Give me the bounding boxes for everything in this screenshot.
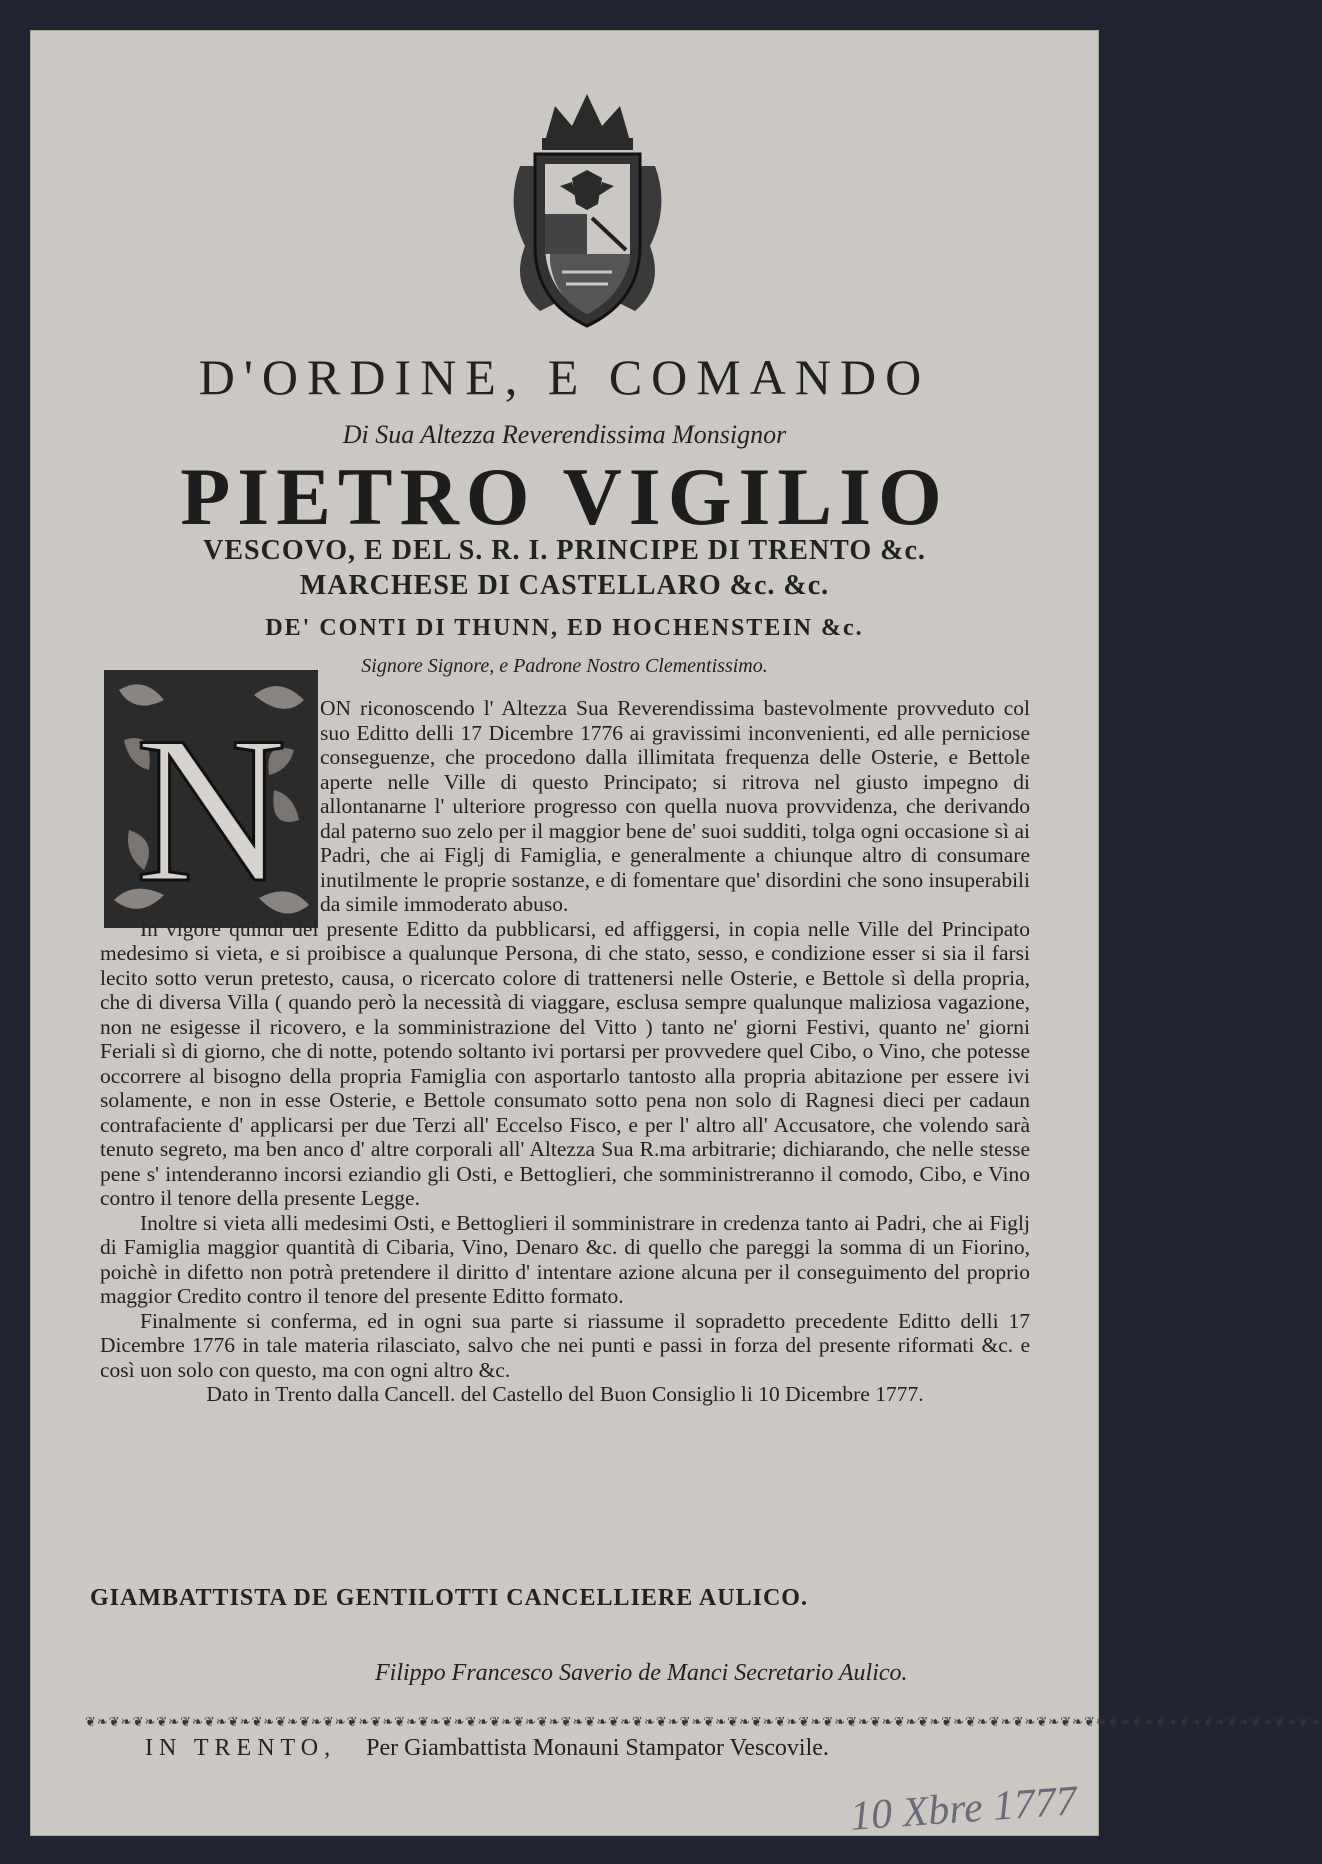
initial-letter: N <box>135 694 287 926</box>
heading-name: PIETRO VIGILIO <box>180 451 949 542</box>
edict-body <box>100 696 1030 1407</box>
paragraph-3: Inoltre si vieta alli medesimi Osti, e Bettoglieri il somministrare in credenza tanto ai Padri, che ai Figlj di Famiglia maggior quantità di Cibaria, Vino, Denaro &c. di quello che pareggi la somma di un Fiorino, poichè in difetto non potrà pretendere il diritto d' intentare azione alcuna per il conseguimento del proprio maggior Credito contro il tenore del presente Editto formato. <box>100 1210 1030 1308</box>
title-vescovo: VESCOVO, E DEL S. R. I. PRINCIPE DI TRENTO &c. <box>203 535 926 566</box>
chancellor-signature: GIAMBATTISTA DE GENTILOTTI CANCELLIERE AULICO. <box>90 1585 808 1611</box>
title-marchese: MARCHESE DI CASTELLARO &c. &c. <box>299 570 830 601</box>
subtitle-altezza: Di Sua Altezza Reverendissima Monsignor <box>342 420 787 449</box>
handwritten-date: 10 Xbre 1777 <box>848 1778 1079 1840</box>
paragraph-4: Finalmente si conferma, ed in ogni sua parte si riassume il sopradetto precedente Editto delli 17 Dicembre 1776 in tale materia rilasciato, salvo che nei punti e passi in forza del presente riformati &c. e così uon solo con questo, ma con ogni altro &c. <box>100 1308 1030 1382</box>
paragraph-2: In vigore quindi del presente Editto da pubblicarsi, ed affiggersi, in copia nelle Ville del Principato medesimo si vieta, e si proibisce a qualunque Persona, di che stato, sesso, e condizione esser si sia il farsi lecito sotto verun pretesto, causa, o ricercato colore di trattenersi nelle Osterie, e Bettole sì della propria, che di diversa Villa ( quando però la necessità di viaggare, esclusa sempre qualunque maliziosa vagazione, non ne esigesse il ricovero, e la somministrazione del Vitto ) tanto ne' giorni Festivi, quanto ne' giorni Feriali sì di giorno, che di notte, potendo soltanto ivi portarsi per provvedere quel Cibo, o Vino, che potesse occorrere al bisogno della propria Famiglia con asportarlo tantosto alla propria abitazione per essere ivi solamente, e non in esse Osterie, e Bettole consumato sotto pena non solo di Ragnesi dieci per cadaun contrafaciente d' applicarsi per due Terzi all' Eccelso Fisco, e per l' altro all' Accusatore, che volendo sarà tenuto segreto, ma ben anco d' altre corporali all' Altezza Sua R.ma arbitrarie; dichiarando, che nelle stesse pene s' intenderanno incorsi eziandio gli Osti, e Bettoglieri, che somministreranno il comodo, Cibo, e Vino contro il tenore della presente Legge. <box>100 916 1030 1210</box>
paragraph-1: ON riconoscendo l' Altezza Sua Reverendissima bastevolmente provveduto col suo Editto delli 17 Dicembre 1776 ai gravissimi inconvenienti, ed alle perniciose conseguenze, che procedono dalla illimitata frequenza delle Osterie, e Bettole aperte nelle Ville di questo Principato; si ritrova nel giusto impegno di allontanarne l' ulteriore progresso con quella nuova provvidenza, che derivando dal paterno suo zelo per il maggior bene de' suoi sudditi, tolga ogni occasione sì ai Padri, che ai Figlj di Famiglia, e generalmente a chiunque altro di consumare inutilmente le proprie sostanze, e di fomentare que' disordini che sono insuperabili da simile immoderato abuso. <box>320 696 1030 916</box>
imprint-printer: Per Giambattista Monauni Stampator Vescovile. <box>366 1735 829 1761</box>
coat-of-arms-icon <box>500 86 675 331</box>
secretary-signature: Filippo Francesco Saverio de Manci Secretario Aulico. <box>375 1660 908 1686</box>
title-conti: DE' CONTI DI THUNN, ED HOCHENSTEIN &c. <box>265 615 864 641</box>
dated-line: Dato in Trento dalla Cancell. del Castello del Buon Consiglio li 10 Dicembre 1777. <box>206 1382 924 1406</box>
ornamental-border: ❦❧❦❧❦❧❦❧❦❧❦❧❦❧❦❧❦❧❦❧❦❧❦❧❦❧❦❧❦❧❦❧❦❧❦❧❦❧❦❧❦❧❦❧❦❧❦❧❦❧❦❧❦❧❦❧❦❧❦❧❦❧❦❧❦❧❦❧❦❧❦❧❦❧❦❧❦❧❦❧❦❧❦❧❦❧❦❧❦❧❦❧❦❧❦❧❦❧❦❧❦❧❦❧ <box>85 1714 1322 1729</box>
imprint-city: IN TRENTO, <box>145 1735 337 1761</box>
heading-order-command: D'ORDINE, E COMANDO <box>198 349 931 405</box>
title-signore: Signore Signore, e Padrone Nostro Clementissimo. <box>361 655 768 677</box>
edict-sheet <box>30 30 1322 1840</box>
imprint-line <box>145 1735 829 1762</box>
